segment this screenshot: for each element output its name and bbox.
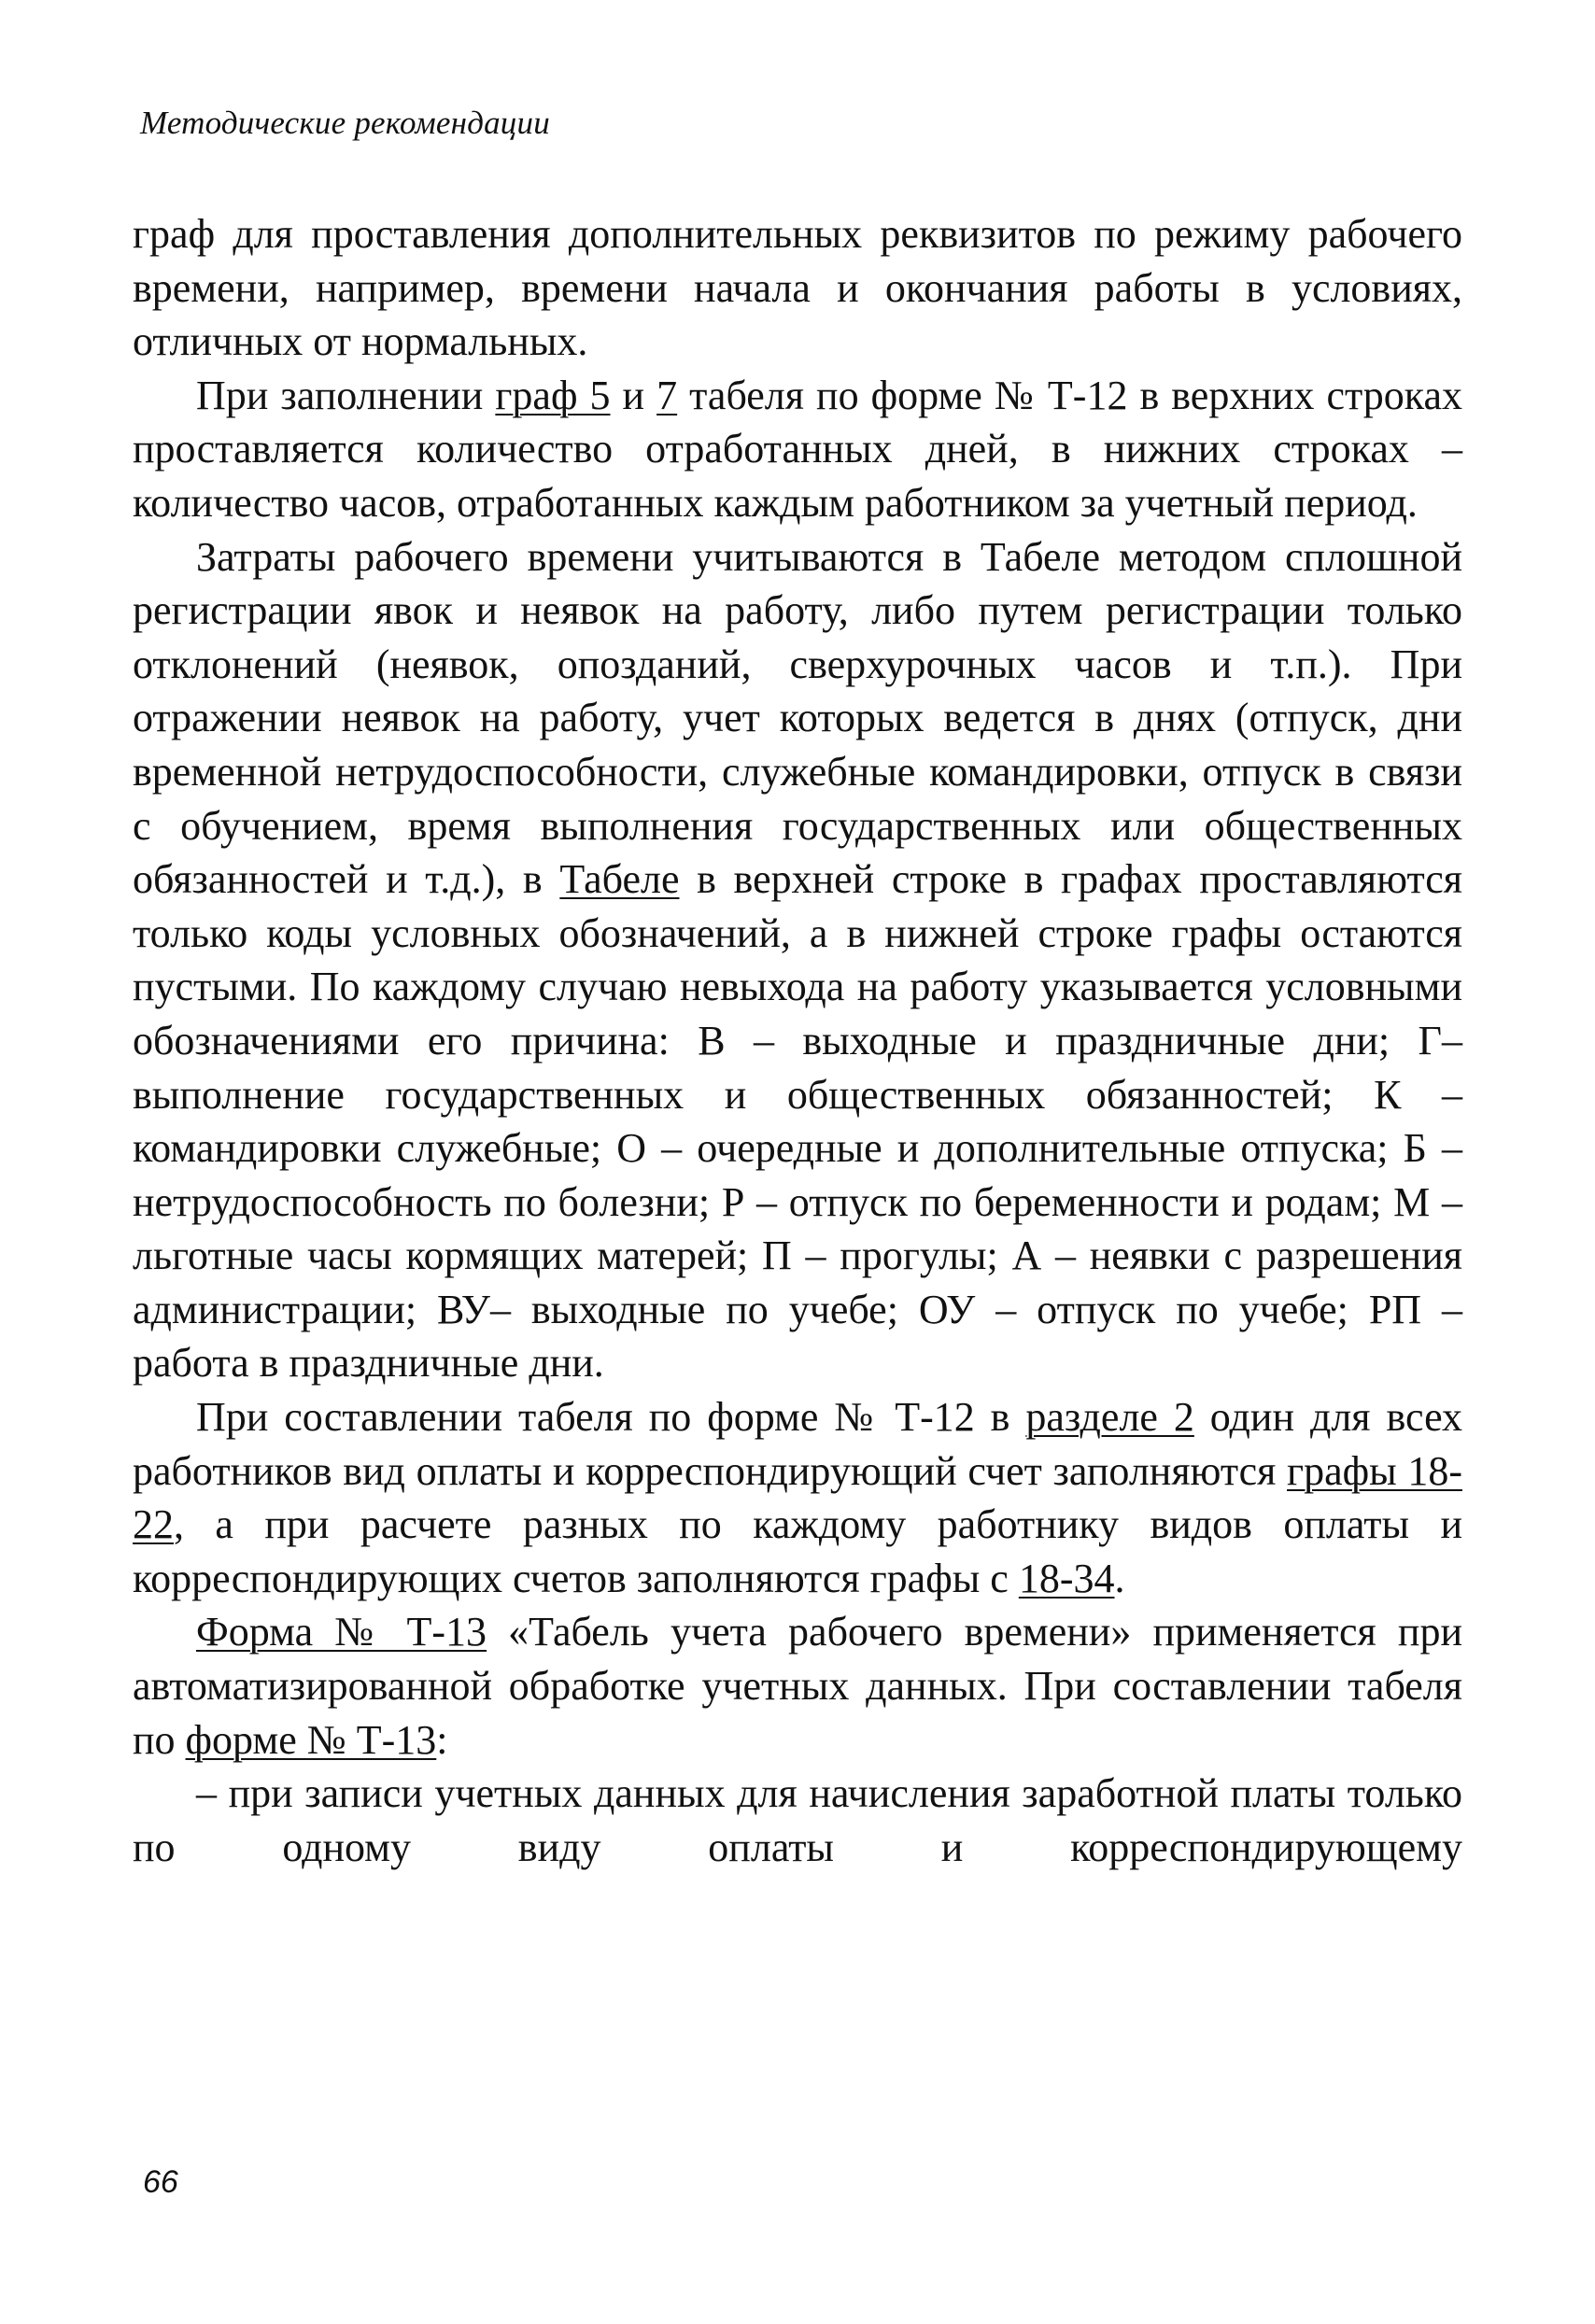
paragraph-text: табеля по форме № Т-12 в верхних строках проставляется количество отработанных дней, в нижних строках – количество часов, отработанных каждым работником за учетный период. [133, 372, 1462, 526]
paragraph-6 [133, 1767, 1462, 1874]
link-tabel[interactable]: Табеле [559, 856, 680, 903]
link-18-34[interactable]: 18-34 [1018, 1555, 1115, 1601]
paragraph-text: При заполнении [196, 372, 496, 418]
paragraph-text: – при записи учетных данных для начисления заработной платы только по одному виду оплаты и корреспондирующему [133, 1770, 1462, 1870]
paragraph-text: , а при расчете разных по каждому работнику видов оплаты и корреспондирующих счетов заполняются графы с [133, 1501, 1462, 1601]
paragraph-5 [133, 1605, 1462, 1767]
paragraph-3 [133, 530, 1462, 1391]
link-grafy-18-22[interactable]: графы 18-22 [133, 1447, 1462, 1548]
body-text [133, 207, 1462, 1874]
link-graf-5[interactable]: граф 5 [495, 372, 611, 418]
paragraph-text: . [1114, 1555, 1125, 1601]
paragraph-text: один для всех работников вид оплаты и корреспондирующий счет заполняются [133, 1394, 1463, 1494]
paragraph-text: и [610, 372, 657, 418]
paragraph-4 [133, 1390, 1462, 1605]
paragraph-text: граф для проставления дополнительных реквизитов по режиму рабочего времени, например, времени начала и окончания работы в условиях, отличных от нормальных. [133, 211, 1462, 365]
paragraph-text: «Табель учета рабочего времени» применяется при автоматизированной обработке учетных данных. При составлении табеля по [133, 1609, 1462, 1763]
paragraph-1 [133, 207, 1462, 369]
link-forma-t13[interactable]: Форма № Т-13 [196, 1609, 487, 1655]
link-graf-7[interactable]: 7 [656, 372, 678, 418]
paragraph-text: в верхней строке в графах проставляются только коды условных обозначений, а в нижней строке графы остаются пустыми. По каждому случаю невыхода на работу указывается условными обозначениями его причина: В – выходные и праздничные дни; Г– выполнение государственных и общественных обязанностей; К – командировки служебные; О – очередные и дополнительные отпуска; Б – нетрудоспособность по болезни; Р – отпуск по беременности и родам; М – льготные часы кормящих матерей; П – прогулы; А – неявки с разрешения администрации; ВУ– выходные по учебе; ОУ – отпуск по учебе; РП – работа в праздничные дни. [133, 856, 1462, 1387]
link-forme-t13[interactable]: форме № Т-13 [185, 1716, 437, 1763]
link-razdel-2[interactable]: разделе 2 [1025, 1394, 1194, 1441]
running-title: Методические рекомендации [140, 105, 550, 141]
paragraph-text: Затраты рабочего времени учитываются в Табеле методом сплошной регистрации явок и неявок на работу, либо путем регистрации только отклонений (неявок, опозданий, сверхурочных часов и т.п.). При отражении неявок на работу, учет которых ведется в днях (отпуск, дни временной нетрудоспособности, служебные командировки, отпуск в связи с обучением, время выполнения государственных или общественных обязанностей и т.д.), в [133, 533, 1462, 903]
page-number: 66 [143, 2164, 178, 2200]
paragraph-text: При составлении табеля по форме № Т-12 в [196, 1394, 1026, 1441]
paragraph-text: : [436, 1716, 448, 1763]
paragraph-2 [133, 369, 1462, 530]
